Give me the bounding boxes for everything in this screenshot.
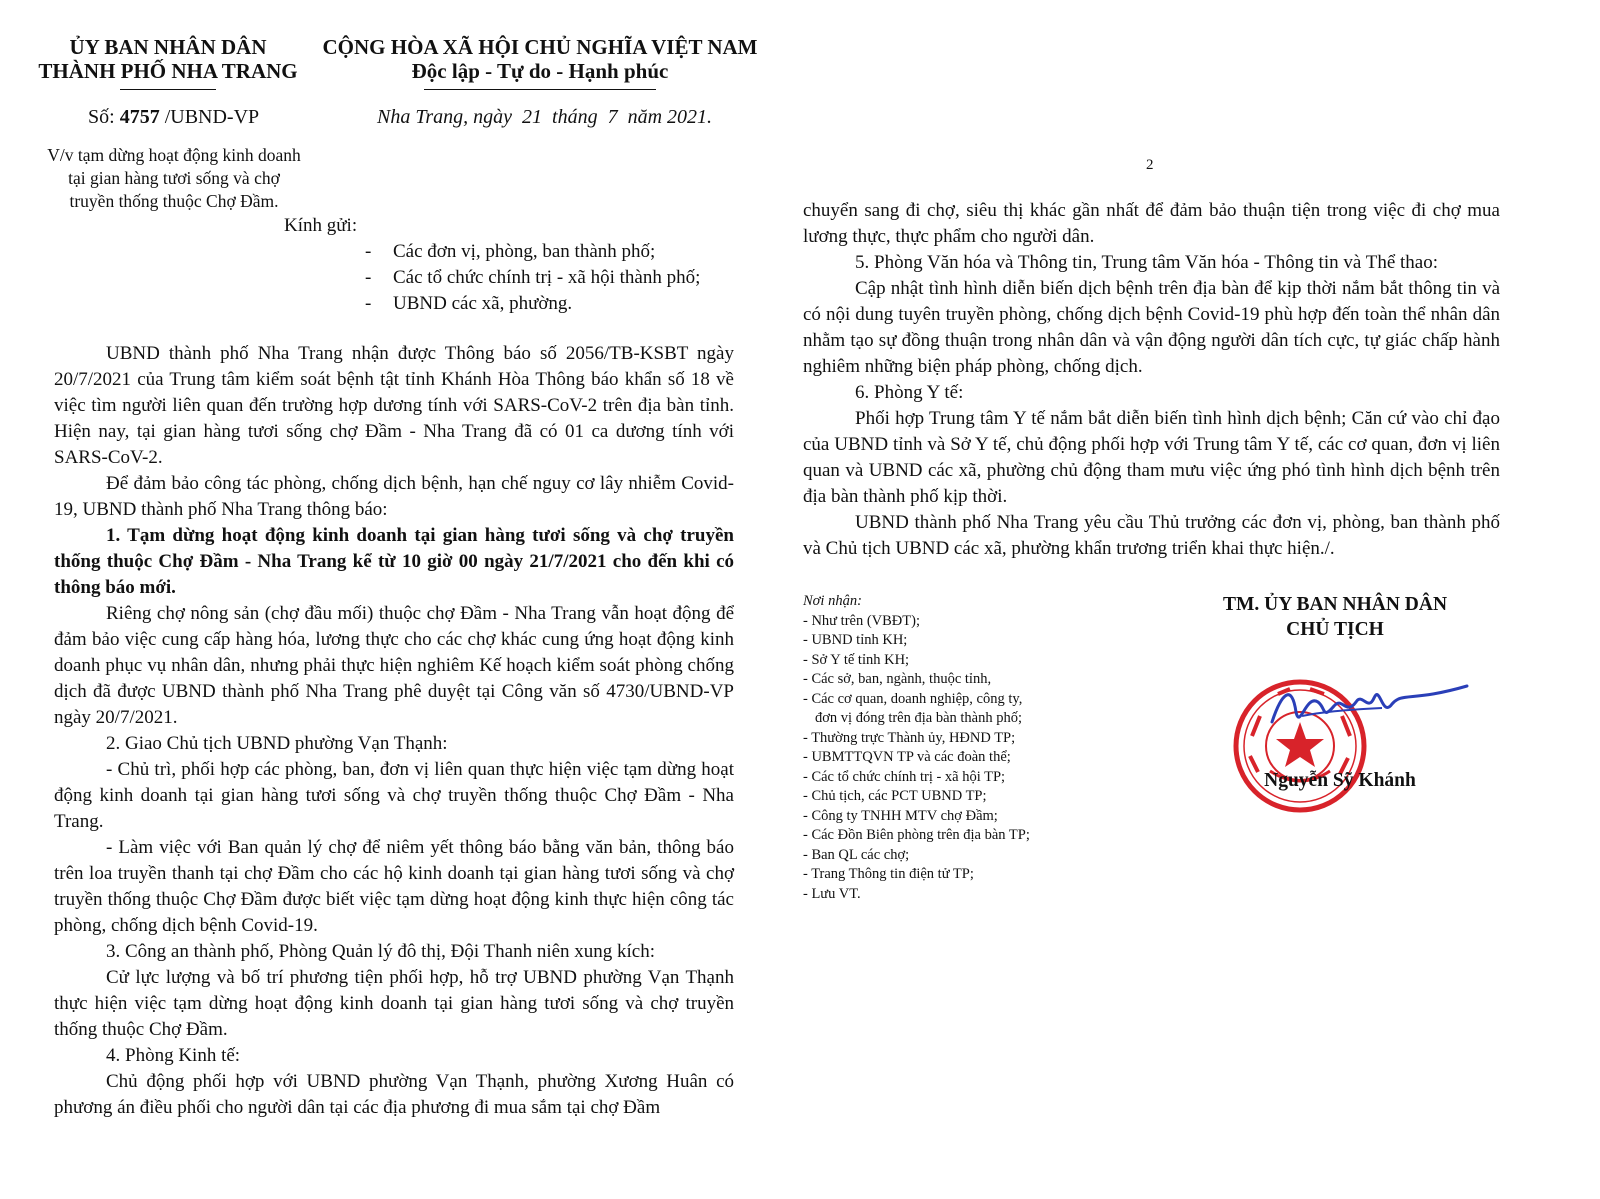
distribution-item: - Như trên (VBĐT); [803, 612, 920, 629]
org-underline [120, 89, 216, 90]
document-date: Nha Trang, ngày 21 tháng 7 năm 2021. [377, 106, 713, 128]
signature-title: TM. ỦY BAN NHÂN DÂN CHỦ TỊCH [1222, 594, 1448, 640]
distribution-label: Nơi nhận: [803, 593, 862, 609]
distribution-item: - Các sở, ban, ngành, thuộc tỉnh, [803, 671, 992, 687]
recipient-item: - Các đơn vị, phòng, ban thành phố; [365, 239, 700, 265]
nation-line-1: CỘNG HÒA XÃ HỘI CHỦ NGHĨA VIỆT NAM [322, 35, 758, 59]
distribution-item: - UBND tỉnh KH; [803, 632, 908, 648]
handwritten-signature [1262, 672, 1477, 742]
distribution-item: - Ban QL các chợ; [803, 846, 910, 863]
item-1-bold: 1. Tạm dừng hoạt động kinh doanh tại gian hàng tươi sống và chợ truyền thống thuộc Chợ Đầm - Nha Trang kể từ 10 giờ 00 ngày 21/7/2021 cho đến khi có thông báo mới. [54, 525, 734, 598]
item-6-title: 6. Phòng Y tế: [855, 382, 964, 403]
paragraph: Chủ động phối hợp với UBND phường Vạn Thạnh, phường Xương Huân có phương án điều phối cho người dân tại các địa phương đi mua sắm tại chợ Đầm [54, 1071, 734, 1118]
national-header [300, 35, 780, 90]
nation-underline [424, 89, 656, 90]
item-5-title: 5. Phòng Văn hóa và Thông tin, Trung tâm Văn hóa - Thông tin và Thể thao: [855, 252, 1438, 273]
paragraph: UBND thành phố Nha Trang nhận được Thông báo số 2056/TB-KSBT ngày 20/7/2021 của Trung tâm kiểm soát bệnh tật tỉnh Khánh Hòa Thông báo khẩn số 18 về việc tìm người liên quan đến trường hợp dương tính với SARS-CoV-2 trên địa bàn tỉnh. Hiện nay, tại gian hàng tươi sống chợ Đầm - Nha Trang đã có 01 ca dương tính với SARS-CoV-2. [54, 343, 734, 468]
paragraph: Phối hợp Trung tâm Y tế nắm bắt diễn biến tình hình dịch bệnh; Căn cứ vào chỉ đạo của UBND tỉnh và Sở Y tế, chủ động phối hợp với Trung tâm Y tế, các cơ quan, đơn vị liên quan và UBND các xã, phường chủ động tham mưu việc ứng phó tình hình dịch bệnh trên địa bàn thành phố kịp thời. [803, 408, 1500, 507]
subject: V/v tạm dừng hoạt động kinh doanh tại gian hàng tươi sống và chợ truyền thống thuộc Chợ Đầm. [47, 145, 301, 211]
page-number: 2 [1146, 157, 1154, 173]
distribution-item: - Các Đồn Biên phòng trên địa bàn TP; [803, 827, 1030, 843]
recipient-item: - Các tổ chức chính trị - xã hội thành phố; [365, 265, 700, 291]
document-number-value: 4757 [119, 106, 160, 128]
closing-paragraph: UBND thành phố Nha Trang yêu cầu Thủ trưởng các đơn vị, phòng, ban thành phố và Chủ tịch UBND các xã, phường khẩn trương triển khai thực hiện./. [803, 512, 1500, 559]
nation-line-2: Độc lập - Tự do - Hạnh phúc [411, 59, 669, 83]
distribution-item: - Chủ tịch, các PCT UBND TP; [803, 788, 987, 804]
paragraph: Cập nhật tình hình diễn biến dịch bệnh trên địa bàn để kịp thời nắm bắt thông tin và có nội dung tuyên truyền phòng, chống dịch bệnh Covid-19 phù hợp đến toàn thể nhân dân nhằm tạo sự đồng thuận trong nhân dân và vận động người dân tích cực, tự giác chấp hành nghiêm những biện pháp phòng, chống dịch. [803, 278, 1500, 377]
distribution-item: - Các tổ chức chính trị - xã hội TP; [803, 768, 1006, 785]
item-3-title: 3. Công an thành phố, Phòng Quản lý đô thị, Đội Thanh niên xung kích: [106, 941, 656, 962]
page-1-body [54, 341, 734, 1121]
recipients-label: Kính gửi: [284, 215, 358, 236]
distribution-list [803, 592, 1103, 904]
document-number: Số: 4757 /UBND-VP [88, 106, 260, 128]
distribution-item: - Các cơ quan, doanh nghiệp, công ty, [803, 690, 1023, 707]
org-line-1: ỦY BAN NHÂN DÂN [69, 35, 267, 59]
signer-name: Nguyễn Sỹ Khánh [1264, 770, 1416, 791]
recipients-list [365, 239, 700, 317]
paragraph: - Chủ trì, phối hợp các phòng, ban, đơn vị liên quan thực hiện việc tạm dừng hoạt động kinh doanh tại gian hàng tươi sống và chợ truyền thống thuộc Chợ Đầm - Nha Trang. [54, 759, 734, 832]
distribution-item: - Sở Y tế tỉnh KH; [803, 651, 910, 668]
item-2-title: 2. Giao Chủ tịch UBND phường Vạn Thạnh: [106, 733, 448, 754]
page-2-body [803, 198, 1500, 562]
paragraph: Cử lực lượng và bố trí phương tiện phối hợp, hỗ trợ UBND phường Vạn Thạnh thực hiện việc tạm dừng hoạt động kinh doanh tại gian hàng tươi sống và chợ truyền thống thuộc Chợ Đầm. [54, 967, 734, 1040]
distribution-item: - UBMTTQVN TP và các đoàn thể; [803, 749, 1011, 765]
distribution-item: - Lưu VT. [803, 885, 861, 902]
distribution-item: - Trang Thông tin điện tử TP; [803, 866, 974, 882]
item-4-title: 4. Phòng Kinh tế: [106, 1045, 241, 1066]
distribution-item: đơn vị đóng trên địa bàn thành phố; [815, 710, 1023, 726]
distribution-item: - Công ty TNHH MTV chợ Đầm; [803, 807, 998, 824]
issuing-authority [28, 35, 308, 90]
paragraph: Để đảm bảo công tác phòng, chống dịch bệnh, hạn chế nguy cơ lây nhiễm Covid-19, UBND thành phố Nha Trang thông báo: [54, 473, 734, 520]
paragraph: - Làm việc với Ban quản lý chợ để niêm yết thông báo bằng văn bản, thông báo trên loa truyền thanh tại chợ Đầm cho các hộ kinh doanh tại gian hàng tươi sống và chợ truyền thống thuộc Chợ Đầm được biết việc tạm dừng hoạt động kinh thực hiện công tác phòng, chống dịch bệnh Covid-19. [54, 837, 734, 936]
recipient-item: - UBND các xã, phường. [365, 291, 700, 317]
org-line-2: THÀNH PHỐ NHA TRANG [38, 59, 298, 83]
paragraph: chuyển sang đi chợ, siêu thị khác gần nhất để đảm bảo thuận tiện trong việc đi chợ mua lương thực, thực phẩm cho người dân. [803, 200, 1500, 247]
distribution-item: - Thường trực Thành ủy, HĐND TP; [803, 729, 1016, 746]
paragraph: Riêng chợ nông sản (chợ đầu mối) thuộc chợ Đầm - Nha Trang vẫn hoạt động để đảm bảo việc cung cấp hàng hóa, lương thực cho các chợ khác cung ứng hoạt động kinh doanh phục vụ nhân dân, nhưng phải thực hiện nghiêm Kế hoạch kiểm soát phòng chống dịch đã được UBND thành phố Nha Trang phê duyệt tại Công văn số 4730/UBND-VP ngày 20/7/2021. [54, 603, 734, 728]
